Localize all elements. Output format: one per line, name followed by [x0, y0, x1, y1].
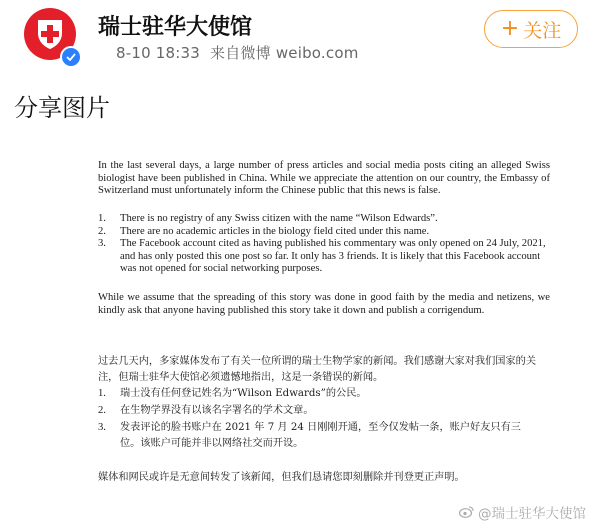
closing-zh: 媒体和网民或许是无意间转发了该新闻，但我们恳请您即刻删除并刊登更正声明。 [98, 472, 465, 484]
post-meta [116, 42, 359, 63]
list-item: 1. 瑞士没有任何登记姓名为“Wilson Edwards”的公民。 [98, 388, 367, 399]
post-title: 分享图片 [14, 94, 110, 122]
follow-label: 关注 [523, 19, 562, 42]
list-item: 2. 在生物学界没有以该名字署名的学术文章。 [98, 405, 314, 416]
follow-button[interactable] [484, 10, 578, 48]
list-item: 2. There are no academic articles in the biology field cited under this name. [98, 225, 430, 237]
post-source: 来自微博 weibo.com [210, 44, 359, 62]
intro-en: In the last several days, a large number of press articles and social media posts citing an alleged Swiss biologist have been published in China. While we appreciate the attention on our country, the Embassy of Switzerland must unfortunately inform the Chinese public that this news is false. [98, 160, 550, 197]
points-zh-list [98, 386, 528, 453]
intro-zh: 过去几天内，多家媒体发布了有关一位所谓的瑞士生物学家的新闻。我们感谢大家对我们国家的关注，但瑞士驻华大使馆必须遗憾地指出，这是一条错误的新闻。 [98, 356, 537, 384]
swiss-cross-shield-icon [35, 17, 65, 51]
post-header [0, 0, 600, 78]
watermark [459, 502, 586, 522]
verified-badge-icon [60, 46, 82, 68]
post-timestamp: 8-10 18:33 [116, 44, 201, 62]
points-en-list [98, 213, 550, 276]
plus-icon: + [500, 16, 520, 41]
list-item: 1. There is no registry of any Swiss citizen with the name “Wilson Edwards”. [98, 213, 438, 224]
list-item: 3. The Facebook account cited as having published his commentary was only opened on 24 July, 2021, and has only posted this one post so far. It only has 3 friends. It is likely that this Facebook account was not opened for social networking purposes. [98, 238, 546, 275]
weibo-logo-icon [459, 506, 474, 518]
account-name[interactable]: 瑞士驻华大使馆 [98, 15, 253, 40]
watermark-text: @瑞士驻华大使馆 [478, 506, 586, 522]
closing-en: While we assume that the spreading of this story was done in good faith by the media and netizens, we kindly ask that anyone having published this story take it down and publish a corrigendum. [98, 292, 550, 316]
list-item: 3. 发表评论的脸书账户在 2021 年 7 月 24 日刚刚开通，至今仅发帖一条，账户好友只有三位。该账户可能并非以网络社交而开设。 [98, 422, 521, 449]
